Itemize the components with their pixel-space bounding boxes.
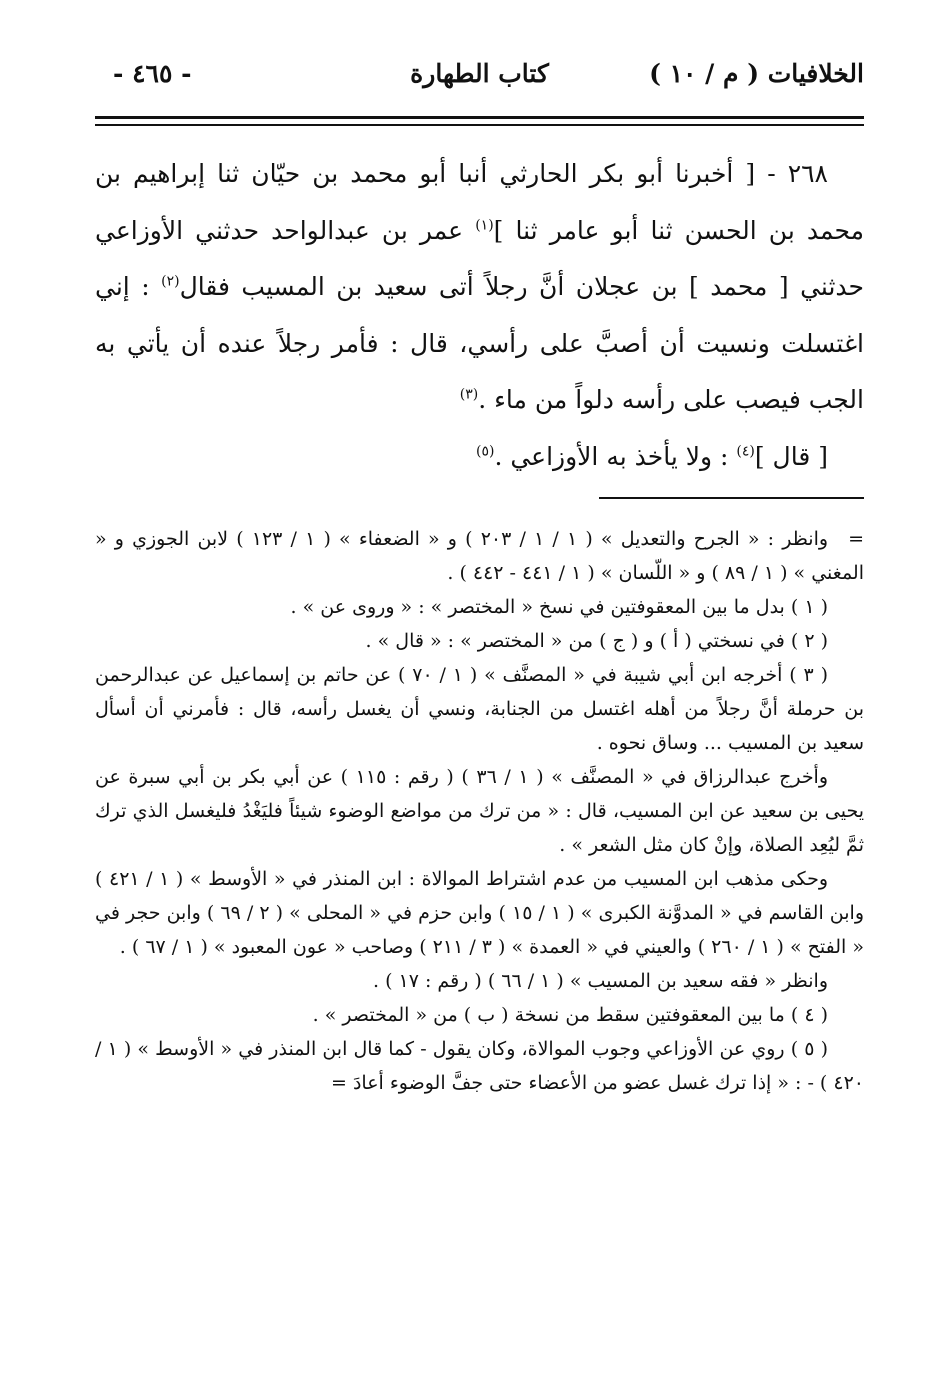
hadith-text-part-3: : إني اغتسلت ونسيت أن أصبَّ على رأسي، قال : فأمر رجلاً عنده أن يأتي به الجب فيصب على رأسه دلواً من ماء . (95, 272, 864, 414)
running-header (95, 52, 864, 96)
footnote-3-paragraph-3: وحكى مذهب ابن المسيب من عدم اشتراط الموالاة : ابن المنذر في « الأوسط » ( ١ / ٤٢١ ) وابن القاسم في « المدوَّنة الكبرى » ( ١ / ١٥ ) وابن حزم في « المحلى » ( ٢ / ٦٩ ) وابن حجر في « الفتح » ( ١ / ٢٦٠ ) والعيني في « العمدة » ( ٣ / ٢١١ ) وصاحب « عون المعبود » ( ١ / ٦٧ ) . (95, 868, 865, 958)
footnote-separator (599, 497, 864, 499)
header-rule-thick (95, 116, 864, 119)
continuation-marker: = (848, 528, 865, 550)
footnote-3-paragraph-4: وانظر « فقه سعيد بن المسيب » ( ١ / ٦٦ ) ( رقم : ١٧ ) . (372, 970, 828, 992)
hadith-text-part-1: ٢٦٨ - [ أخبرنا أبو بكر الحارثي أنبا أبو محمد بن حيّان ثنا إبراهيم بن محمد بن الحسن ثنا أبو عامر ثنا ] (95, 159, 864, 245)
footnote-2: ( ٢ ) في نسختي ( أ ) و ( ج ) من « المختصر » : « قال » . (365, 630, 828, 652)
comment-text-part-2: : ولا يأخذ به الأوزاعي . (494, 441, 737, 471)
footnote-1: ( ١ ) بدل ما بين المعقوفتين في نسخ « المختصر » : « وروى عن » . (290, 596, 828, 618)
note-ref-3: (٣) (459, 386, 479, 403)
footnote-3: ( ٣ ) أخرجه ابن أبي شيبة في « المصنَّف » ( ١ / ٧٠ ) عن حاتم بن إسماعيل عن عبدالرحمن بن حرملة أنَّ رجلاً من أهله اغتسل من الجنابة، ونسي أن يغسل رأسه، قال : فأمرني أن أسأل سعيد بن المسيب ... وساق نحوه . (95, 664, 864, 754)
hadith-text-part-2: عمر بن عبدالواحد حدثني الأوزاعي حدثني [ محمد ] بن عجلان أنَّ رجلاً أتى سعيد بن المسيب فقال (95, 215, 864, 301)
note-ref-2: (٢) (161, 273, 180, 290)
hadith-268 (95, 146, 864, 429)
chapter-title: كتاب الطهارة (410, 59, 549, 88)
footnote-3-paragraph-2: وأخرج عبدالرزاق في « المصنَّف » ( ١ / ٣٦ ) ( رقم : ١١٥ ) عن أبي بكر بن أبي سبرة عن يحيى بن سعيد عن ابن المسيب، قال : « من ترك من مواضع الوضوء شيئاً فليَغْدُ فليغسل الذي ترك ثمَّ ليُعِد الصلاة، وإنْ كان مثل الشعر » . (95, 766, 864, 856)
note-ref-4: (٤) (736, 443, 755, 460)
footnote-5: ( ٥ ) روي عن الأوزاعي وجوب الموالاة، وكان يقول - كما قال ابن المنذر في « الأوسط » ( ١ / ٤٢٠ ) - : « إذا ترك غسل عضو من الأعضاء حتى جفَّ الوضوء أعادَ = (95, 1038, 864, 1094)
note-ref-1: (١) (475, 217, 494, 234)
continuation-text: وانظر : « الجرح والتعديل » ( ١ / ١ / ٢٠٣ ) و « الضعفاء » ( ١ / ١٢٣ ) لابن الجوزي و « المغني » ( ١ / ٨٩ ) و « اللّسان » ( ١ / ٤٤١ - ٤٤٢ ) . (95, 528, 864, 584)
page-number: - ٤٦٥ - (113, 59, 192, 88)
main-text (95, 146, 864, 485)
note-ref-5: (٥) (475, 443, 495, 460)
book-title: الخلافيات ( م / ١٠ ) (649, 59, 864, 88)
header-rule-thin (95, 124, 864, 126)
footnote-continuation (95, 522, 864, 590)
awzai-comment (95, 429, 864, 486)
comment-text-part-1: [ قال ] (754, 441, 828, 471)
footnote-4: ( ٤ ) ما بين المعقوفتين سقط من نسخة ( ب ) من « المختصر » . (312, 1004, 828, 1026)
footnotes (95, 522, 864, 1100)
